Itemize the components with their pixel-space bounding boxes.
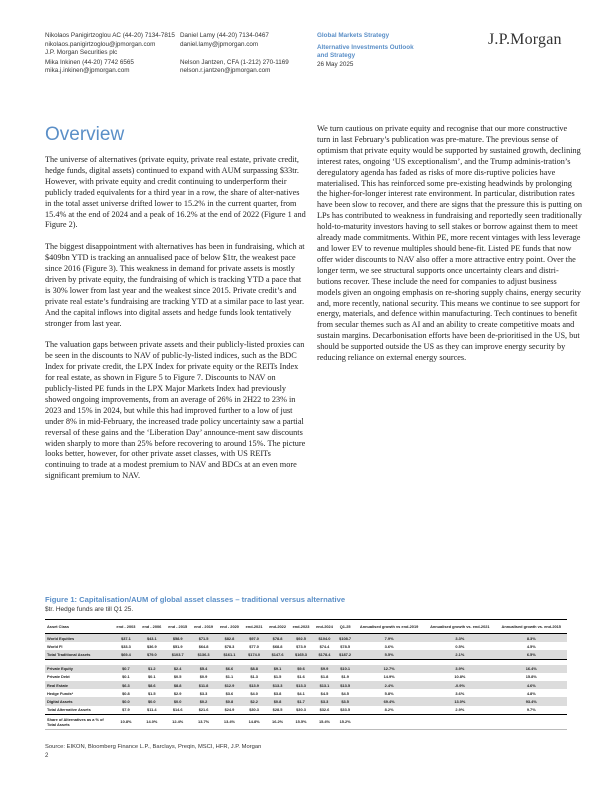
table-cell: $2.2 (242, 697, 265, 705)
table-cell: $136.3 (191, 650, 217, 659)
table-cell: $11.4 (139, 706, 165, 715)
row-label: Total Alternative Assets (45, 706, 113, 715)
author-email[interactable]: mika.j.inkinen@jpmorgan.com (45, 67, 130, 75)
row-label: Hedge Funds* (47, 690, 74, 696)
table-cell: $104.0 (313, 634, 336, 643)
table-cell: $43.1 (139, 634, 165, 643)
column-header: end - 2020 (217, 620, 243, 634)
row-label: Real Estate (45, 681, 113, 689)
table-cell: 8.2% (354, 706, 424, 715)
table-cell: 2.1% (424, 650, 495, 659)
table-cell: 5.8% (384, 690, 394, 696)
figure-title: Figure 1: Capitalisation/AUM of global asset classes – traditional versus alternative (45, 595, 346, 604)
page-number: 2 (45, 753, 49, 759)
table-cell: $7.9 (113, 706, 139, 715)
report-title: Alternative Investments Outlook (317, 43, 414, 51)
table-cell: $8.6 (139, 681, 165, 689)
table-cell: 2.4% (354, 681, 424, 689)
table-cell: $92.5 (289, 634, 312, 643)
table-row (45, 689, 567, 697)
table-cell: $9.9 (313, 665, 336, 673)
table-cell: $1.2 (139, 665, 165, 673)
right-column (317, 124, 582, 375)
table-cell: 2.9% (424, 706, 495, 715)
table-row (45, 673, 567, 681)
table-cell: $30.3 (242, 706, 265, 715)
table-cell: $103.7 (165, 650, 191, 659)
table-cell: 3.9% (424, 665, 495, 673)
figure-subtitle: $tr. Hedge funds are till Q1 25. (45, 606, 134, 613)
table-cell: $71.5 (191, 634, 217, 643)
column-header: Annualised growth vs. end-2015 (496, 620, 567, 634)
series-name: Global Markets Strategy (317, 32, 390, 39)
row-label: Private Debt (47, 674, 70, 680)
table-cell: 13.0% (424, 697, 495, 705)
table-cell: $1.5 (148, 690, 156, 696)
column-header: Annualised growth vs. end-2021 (424, 620, 495, 634)
table-cell: $3.3 (313, 697, 336, 705)
table-cell: $0.0 (165, 697, 191, 705)
table-cell: $4.1 (297, 690, 305, 696)
author-line: Nikolaos Panigirtzoglou AC (44-20) 7134-7815 (45, 32, 175, 39)
table-cell: $58.9 (165, 634, 191, 643)
table-cell: $13.1 (313, 681, 336, 689)
table-cell: $3.5 (336, 697, 354, 705)
table-cell: $1.8 (320, 674, 329, 680)
table-cell: $68.8 (272, 643, 283, 649)
table-cell (354, 714, 424, 729)
source-note: Source: EIKON, Bloomberg Finance L.P., Barclays, Preqin, MSCI, HFR, J.P. Morgan (45, 744, 262, 750)
table-cell: 4.8% (526, 690, 536, 696)
table-cell: $97.0 (242, 634, 265, 643)
table-cell: $13.3 (266, 681, 289, 689)
paragraph: The valuation gaps between private assets and their publicly-listed proxies can be seen in the discounts to NAV of public-ly-listed indices, such as the BDC Index for private credit, the LPX Index for private equity or the REITs Index for real estate, as shown in Figure 5 to Figure 7. Discounts to NAV on publicly-listed PE funds in the LPX Major Markets Index had previously showed ongoing improvements, from an average of 26% in 2H22 to 23% in 2023 and 15% in 2024, but while this had improved further to a low of just under 8% in mid-February, the increased trade policy uncertainty saw a partial reversal of these gains and the ‘Liberation Day’ announce-ment saw discounts widen sharply to more than 25% before recovering to around 15%. The picture looks better, however, for other private asset classes, with US REITs continuing to trade at a modest premium to NAV and BDCs at an even more significant premium to NAV. (45, 340, 306, 481)
table-cell: $161.1 (217, 650, 243, 659)
paragraph: We turn cautious on private equity and recognise that our more constructive turn in last February’s publication was pre-mature. The previous sense of optimism that private equity would be supported by sustained growth, declining interest rates, ongoing ‘US exceptionalism’, and the Trump adminis-tration’s deregulatory agenda has faded as risks of more dis-ruptive policies have materialised. This has reinforced some pre-existing headwinds by prolonging the higher-for-longer interest rate environment. In particular, distribution rates have been slow to recover, and there are signs that the pressure this is putting on LPs has contributed to weakness in fundraising and reportedly seen traditionally hold-to-maturity investors having to sell stakes or borrow against them to meet already made commitments. Within PE, more recent vintages with less leverage and lower EV to revenue multiples should bene-fit. Listed PE funds that now offer wider discounts to NAV also offer a more attractive entry point. Over the longer term, we see structural supports once uncertainty clears and distri-butions recover. These include the need for companies to adjust business models given an ongoing emphasis on re-shoring supply chains, energy security and, more recently, national security. This means we continue to see support for energy, materials, and defence within manufacturing. Tech continues to benefit from secular themes such as AI and an ability to create competitive moats and sustain margins. Decarbonisation efforts have been de-prioritised in the US, but should be supported outside the US as they can improve energy security by reducing reliance on external energy sources. (317, 124, 582, 363)
report-info (317, 32, 414, 69)
table-cell: 93.4% (496, 697, 567, 705)
table-cell: $64.8 (198, 643, 209, 649)
row-label: Digital Assets (45, 697, 113, 705)
author-block-left (45, 32, 175, 76)
table-cell: 8.3% (496, 634, 567, 643)
table-cell: $51.9 (172, 643, 183, 649)
table-cell (424, 714, 495, 729)
table-cell: $108.7 (336, 634, 354, 643)
table-cell: 5.5% (354, 650, 424, 659)
table-row (45, 681, 567, 689)
table-cell: $0.8 (266, 697, 289, 705)
table-cell: $178.4 (313, 650, 336, 659)
table-cell: 14.8% (242, 714, 265, 729)
table-cell: $0.5 (173, 674, 182, 680)
table-cell: 10.8% (113, 714, 139, 729)
table-cell: $8.8 (165, 681, 191, 689)
table-cell: $82.8 (217, 634, 243, 643)
table-cell: $4.5 (341, 690, 349, 696)
table-cell: $21.6 (191, 706, 217, 715)
table-cell: 0.5% (455, 643, 465, 649)
table-row (45, 634, 567, 643)
report-title-cont: and Strategy (317, 52, 356, 60)
table-cell: 15.4% (313, 714, 336, 729)
table-cell: 3.6% (455, 690, 465, 696)
table-cell: 69.4% (354, 697, 424, 705)
table-cell: $32.6 (313, 706, 336, 715)
table-cell: 13.4% (217, 714, 243, 729)
table-cell: -0.9% (424, 681, 495, 689)
author-email[interactable]: daniel.lamy@jpmorgan.com (180, 40, 259, 48)
column-header: end - 2015 (165, 620, 191, 634)
table-cell: 9.7% (496, 706, 567, 715)
asset-class-table (45, 619, 567, 730)
table-cell: 15.5% (289, 714, 312, 729)
table-cell: $0.0 (113, 697, 139, 705)
table-cell: $2.9 (173, 690, 182, 696)
table-cell: 15.2% (336, 714, 354, 729)
table-row (45, 714, 567, 729)
paragraph: The universe of alternatives (private equity, private real estate, private credit, hedge funds, digital assets) continued to expand with AUM surpassing $33tr. However, with private equity and credit continuing to underperform their publicly traded equivalents for a third year in a row, the share of alter-natives in the total asset universe drifted lower to 15.2% in the current quarter, from 15.4% at the end of 2024 and a peak of 16.2% at the end of 2022 (Figure 1 and Figure 2). (45, 155, 306, 230)
table-cell: $9.1 (266, 665, 289, 673)
column-header: Q1-25 (336, 620, 354, 634)
table-cell: $12.9 (217, 681, 243, 689)
table-cell: $0.8 (122, 690, 130, 696)
table-cell: $13.9 (242, 681, 265, 689)
author-email[interactable]: nelson.r.jantzen@jpmorgan.com (180, 67, 271, 75)
table-row (45, 665, 567, 673)
table-cell: $73.9 (296, 643, 306, 649)
table-cell: $1.1 (225, 674, 234, 680)
table-cell: $0.9 (199, 674, 208, 680)
table-cell: $5.4 (191, 665, 217, 673)
table-cell: $28.5 (266, 706, 289, 715)
author-line: J.P. Morgan Securities plc (45, 49, 118, 57)
author-block-right (180, 32, 289, 76)
table-cell: $13.3 (289, 681, 312, 689)
table-row (45, 706, 567, 715)
table-cell: $2.4 (165, 665, 191, 673)
column-header: end - 2003 (113, 620, 139, 634)
table-cell: $37.1 (113, 634, 139, 643)
table-cell: $8.8 (242, 665, 265, 673)
table-cell: 4.6% (496, 681, 567, 689)
table-cell: $3.8 (273, 690, 282, 696)
column-header: end - 2019 (191, 620, 217, 634)
table-cell: $1.5 (273, 674, 282, 680)
author-email[interactable]: nikolaos.panigirtzoglou@jpmorgan.com (45, 40, 156, 48)
table-row (45, 650, 567, 659)
left-column (45, 155, 307, 493)
table-cell: $78.5 (340, 643, 350, 649)
table-cell: $78.3 (224, 643, 235, 649)
table-cell: $147.6 (266, 650, 289, 659)
table-cell: 13.7% (191, 714, 217, 729)
column-header: Annualised growth vs end-2019 (354, 620, 424, 634)
table-cell: 12.7% (354, 665, 424, 673)
table-cell: 6.5% (496, 650, 567, 659)
table-cell: $36.9 (146, 643, 157, 649)
author-line: Mika Inkinen (44-20) 7742 6565 (45, 58, 134, 66)
table-cell: $4.5 (320, 690, 329, 696)
table-cell: $33.5 (336, 706, 354, 715)
column-header: end - 2006 (139, 620, 165, 634)
jpmorgan-logo: J.P.Morgan (488, 31, 562, 48)
table-cell: 12.4% (165, 714, 191, 729)
table-cell: $1.7 (289, 697, 312, 705)
table-cell: $78.8 (266, 634, 289, 643)
table-cell: $0.1 (148, 674, 156, 680)
table-cell: $3.3 (199, 690, 208, 696)
table-cell: 7.9% (354, 634, 424, 643)
table-cell: 10.8% (454, 674, 466, 680)
column-header: end-2024 (313, 620, 336, 634)
table-cell: $69.4 (113, 650, 139, 659)
paragraph: The biggest disappointment with alternatives has been in fundraising, which at $409bn YTD is tracking an annualised pace of below $1tr, the weakest pace since 2016 (Figure 3). This weakness in demand for private assets is mostly driven by private equity, the fundraising of which is tracking YTD a pace that is 30% lower from last year and the weakest since 2015. Private credit’s and private real estate’s fundraising are tracking YTD at a similar pace to last year. And the capital inflows into digital assets and hedge funds look tentatively stronger from last year. (45, 242, 305, 328)
table-header-row (45, 620, 567, 634)
table-cell: $6.3 (113, 681, 139, 689)
table-cell: 14.0% (139, 714, 165, 729)
table-cell: $3.6 (225, 690, 234, 696)
column-header: Asset Class (45, 620, 113, 634)
author-line: Nelson Jantzen, CFA (1-212) 270-1169 (180, 58, 289, 66)
column-header: end-2022 (266, 620, 289, 634)
table-cell: $6.6 (217, 665, 243, 673)
table-cell: $14.6 (165, 706, 191, 715)
table-cell: 3.3% (424, 634, 495, 643)
section-title: Overview (45, 124, 125, 145)
table-cell: $174.0 (242, 650, 265, 659)
row-label: World FI (47, 643, 63, 649)
table-cell: $1.3 (250, 674, 258, 680)
table-cell: $0.7 (113, 665, 139, 673)
table-cell: $1.6 (297, 674, 305, 680)
row-label: Total Traditional Assets (45, 650, 113, 659)
table-cell: $77.0 (249, 643, 259, 649)
table-cell: $9.6 (289, 665, 312, 673)
row-label: Share of Alternatives as a % of Total Assets (45, 714, 113, 729)
table-cell: 4.5% (526, 643, 536, 649)
table-cell: $0.2 (191, 697, 217, 705)
table-cell: $165.3 (289, 650, 312, 659)
row-label: World Equities (45, 634, 113, 643)
column-header: end-2021 (242, 620, 265, 634)
table-cell: $0.8 (217, 697, 243, 705)
table-cell: $0.0 (139, 697, 165, 705)
table-row (45, 642, 567, 650)
table-cell: $4.0 (250, 690, 258, 696)
table-cell: $187.2 (336, 650, 354, 659)
report-date: 26 May 2025 (317, 60, 354, 68)
table-cell: $1.9 (341, 674, 349, 680)
table-cell: $10.1 (336, 665, 354, 673)
table-cell: 15.8% (525, 674, 537, 680)
table-cell: $30.3 (289, 706, 312, 715)
table-cell: $13.5 (336, 681, 354, 689)
table-cell: 16.2% (266, 714, 289, 729)
table-cell: 14.9% (383, 674, 395, 680)
table-cell: 16.4% (496, 665, 567, 673)
author-line: Daniel Lamy (44-20) 7134-0467 (180, 32, 269, 39)
table-cell: $33.3 (121, 643, 131, 649)
table-row (45, 697, 567, 705)
table-cell: $79.0 (139, 650, 165, 659)
column-header: end-2023 (289, 620, 312, 634)
table-cell (496, 714, 567, 729)
table-cell: 3.6% (384, 643, 394, 649)
table-cell: $0.1 (122, 674, 130, 680)
table-cell: $74.4 (319, 643, 330, 649)
row-label: Private Equity (45, 665, 113, 673)
table-cell: $24.9 (217, 706, 243, 715)
table-cell: $11.8 (191, 681, 217, 689)
